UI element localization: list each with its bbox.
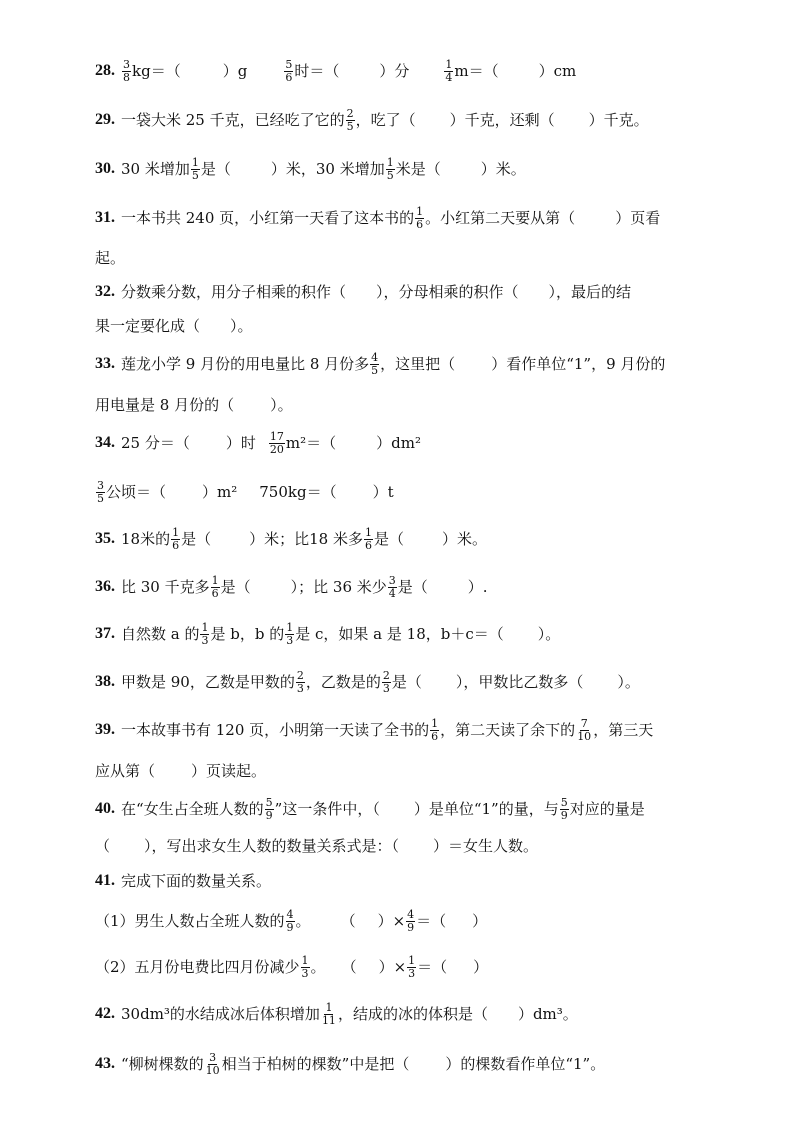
question-number: 42.: [95, 1005, 115, 1022]
fraction: $\frac{2}{5}$: [346, 106, 354, 133]
fraction: $\frac{1}{3}$: [201, 620, 209, 647]
question-number: 38.: [95, 673, 115, 690]
fraction: $\frac{1}{6}$: [172, 525, 180, 552]
question-34-continued: $\frac{3}{5}$ 公顷＝（ ）m² 750kg＝（ ）t: [97, 478, 394, 505]
question-text: 莲龙小学 9 月份的用电量比 8 月份多: [121, 355, 370, 373]
fraction: $\frac{4}{9}$: [407, 907, 415, 934]
fraction: $\frac{1}{6}$: [416, 204, 424, 231]
question-text: 完成下面的数量关系。: [121, 872, 272, 890]
fraction: $\frac{1}{5}$: [191, 155, 199, 182]
fraction: $\frac{1}{11}$: [321, 1000, 336, 1027]
question-text: 甲数是 90，乙数是甲数的: [121, 673, 295, 691]
fraction: $\frac{1}{5}$: [386, 155, 394, 182]
question-text: 分数乘分数，用分子相乘的积作（: [121, 283, 347, 301]
question-number: 37.: [95, 625, 115, 642]
question-number: 40.: [95, 800, 115, 817]
fraction: $\frac{1}{4}$: [445, 57, 453, 84]
question-41-part-1: （1）男生人数占全班人数的 $\frac{4}{9}$ 。 （ ）× $\frac{4}{9}$ ＝（ ）: [95, 907, 488, 934]
fraction: $\frac{7}{10}$: [577, 716, 592, 743]
fraction: $\frac{3}{10}$: [205, 1050, 220, 1077]
question-33: 33. 莲龙小学 9 月份的用电量比 8 月份多 $\frac{4}{5}$ ，这里把（ ）看作单位“1”，9 月份的: [95, 350, 666, 377]
question-34: 34. 25 分＝（ ）时 $\frac{17}{20}$ m²＝（ ）dm²: [95, 429, 421, 456]
question-number: 41.: [95, 872, 115, 889]
question-text: 18米的: [121, 530, 171, 548]
question-text: “柳树棵数的: [121, 1055, 204, 1073]
question-42: 42. 30dm³的水结成冰后体积增加 $\frac{1}{11}$ ，结成的冰的体积是（ ）dm³。: [95, 1000, 578, 1027]
question-29: 29. 一袋大米 25 千克，已经吃了它的 $\frac{2}{5}$ ，吃了（ ）千克，还剩（ ）千克。: [95, 106, 649, 133]
fraction: $\frac{5}{9}$: [560, 795, 568, 822]
question-number: 32.: [95, 283, 115, 300]
question-number: 34.: [95, 434, 115, 451]
question-number: 36.: [95, 578, 115, 595]
fraction: $\frac{3}{8}$: [123, 57, 130, 84]
question-43: 43. “柳树棵数的 $\frac{3}{10}$ 相当于柏树的棵数”中是把（ ）的棵数看作单位“1”。: [95, 1050, 606, 1077]
question-40-continued: （ ），写出求女生人数的数量关系式是：（ ）＝女生人数。: [95, 837, 539, 855]
question-39: 39. 一本故事书有 120 页，小明第一天读了全书的 $\frac{1}{6}$ ，第二天读了余下的 $\frac{7}{10}$ ，第三天: [95, 716, 654, 743]
question-37: 37. 自然数 a 的 $\frac{1}{3}$ 是 b，b 的 $\frac{1}{3}$ 是 c，如果 a 是 18，b＋c＝（ ）。: [95, 620, 561, 647]
fraction: $\frac{1}{3}$: [408, 953, 416, 980]
question-35: 35. 18米的 $\frac{1}{6}$ 是（ ）米；比18 米多 $\frac{1}{6}$ 是（ ）米。: [95, 525, 487, 552]
fraction: $\frac{5}{6}$: [285, 57, 293, 84]
fraction: $\frac{1}{3}$: [301, 953, 309, 980]
question-number: 33.: [95, 355, 115, 372]
question-40: 40. 在“女生占全班人数的 $\frac{5}{9}$ ”这一条件中，（ ）是单位“1”的量，与 $\frac{5}{9}$ 对应的量是: [95, 795, 645, 822]
fraction: $\frac{2}{3}$: [382, 668, 390, 695]
question-number: 30.: [95, 160, 115, 177]
fraction: $\frac{1}{6}$: [364, 525, 372, 552]
fraction: $\frac{3}{4}$: [388, 573, 396, 600]
fraction: $\frac{2}{3}$: [296, 668, 304, 695]
fraction: $\frac{3}{5}$: [97, 478, 104, 505]
question-36: 36. 比 30 千克多 $\frac{1}{6}$ 是（ ）；比 36 米少 $\frac{3}{4}$ 是（ ）.: [95, 573, 488, 600]
question-33-continued: 用电量是 8 月份的（ ）。: [95, 396, 293, 414]
question-text: 一本书共 240 页，小红第一天看了这本书的: [121, 209, 415, 227]
question-number: 39.: [95, 721, 115, 738]
question-text: 比 30 千克多: [121, 578, 210, 596]
question-text: 一袋大米 25 千克，已经吃了它的: [121, 111, 345, 129]
question-number: 31.: [95, 209, 115, 226]
question-32: 32. 分数乘分数，用分子相乘的积作（ ），分母相乘的积作（ ），最后的结: [95, 277, 631, 307]
question-text: kg＝（: [132, 62, 181, 80]
question-text: 25 分＝（: [121, 434, 190, 452]
question-text: 起。: [95, 249, 126, 267]
fraction: $\frac{1}{6}$: [211, 573, 219, 600]
fraction: $\frac{1}{3}$: [286, 620, 294, 647]
fraction: $\frac{17}{20}$: [269, 429, 284, 456]
question-number: 29.: [95, 111, 115, 128]
fraction: $\frac{4}{5}$: [371, 350, 379, 377]
question-text: 30 米增加: [121, 160, 190, 178]
question-text: 一本故事书有 120 页，小明第一天读了全书的: [121, 721, 430, 739]
question-38: 38. 甲数是 90，乙数是甲数的 $\frac{2}{3}$ ，乙数是的 $\frac{2}{3}$ 是（ ），甲数比乙数多（ ）。: [95, 668, 640, 695]
question-32-continued: 果一定要化成（ ）。: [95, 317, 253, 335]
question-39-continued: 应从第（ ）页读起。: [95, 762, 267, 780]
question-31: 31. 一本书共 240 页，小红第一天看了这本书的 $\frac{1}{6}$ 。小红第二天要从第（ ）页看: [95, 204, 661, 231]
question-31-continued: [95, 243, 125, 273]
question-number: 35.: [95, 530, 115, 547]
question-30: 30. 30 米增加 $\frac{1}{5}$ 是（ ）米，30 米增加 $\frac{1}{5}$ 米是（ ）米。: [95, 155, 526, 182]
question-text: 自然数 a 的: [121, 625, 200, 643]
fraction: $\frac{1}{6}$: [431, 716, 439, 743]
question-41: [95, 866, 271, 896]
fraction: $\frac{4}{9}$: [286, 907, 294, 934]
question-text: 30dm³的水结成冰后体积增加: [121, 1005, 320, 1023]
fraction: $\frac{5}{9}$: [265, 795, 273, 822]
question-28: 28. $\frac{3}{8}$ kg＝（ ）g $\frac{5}{6}$ 时＝（ ）分 $\frac{1}{4}$ m＝（ ）cm: [95, 57, 577, 84]
question-41-part-2: （2）五月份电费比四月份减少 $\frac{1}{3}$ 。 （ ）× $\frac{1}{3}$ ＝（ ）: [95, 953, 489, 980]
question-number: 43.: [95, 1055, 115, 1072]
question-number: 28.: [95, 62, 115, 79]
question-text: 在“女生占全班人数的: [121, 800, 264, 818]
